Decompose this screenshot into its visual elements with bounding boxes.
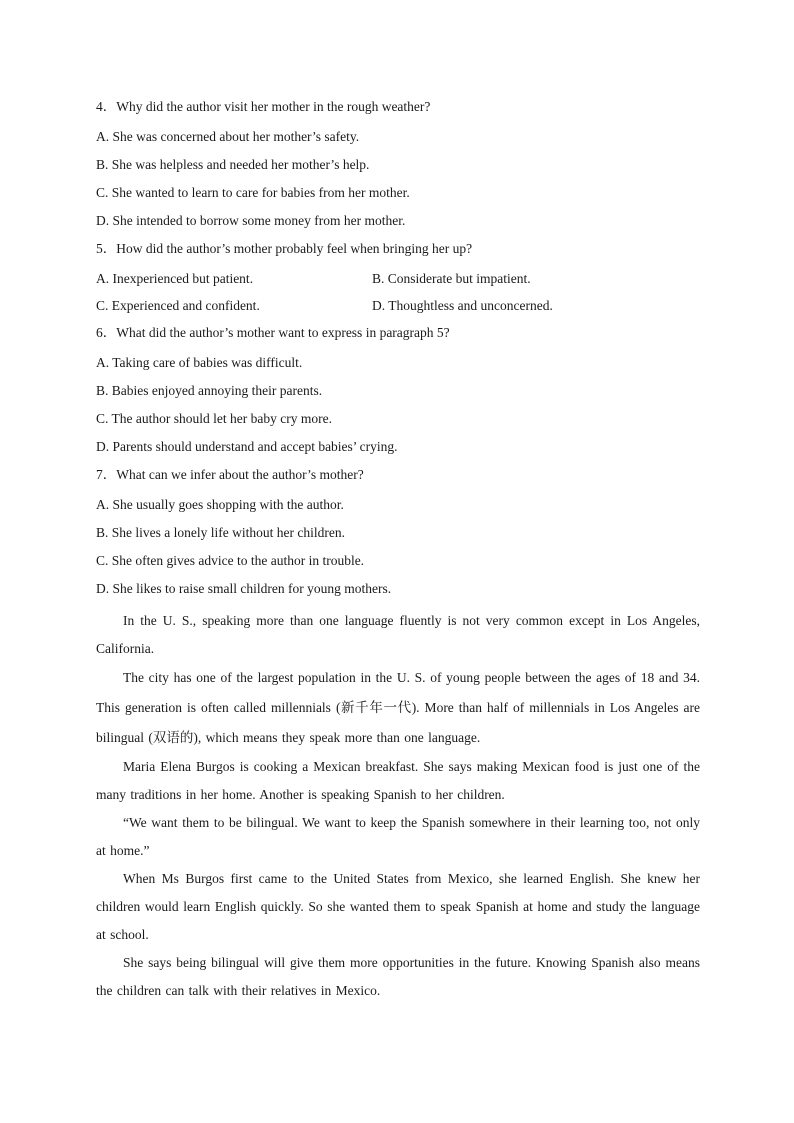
question-5-options-row-1 (96, 269, 700, 296)
passage-paragraph-2: The city has one of the largest population in the U. S. of young people between the ages of 18 and 34. This generation is often called millennials (新千年一代). More than half of millennials in Los Angeles are bilingual (双语的), which means they speak more than one language. (96, 670, 700, 745)
question-5-option-a: A. Inexperienced but patient. (96, 271, 254, 286)
question-5-option-c: C. Experienced and confident. (96, 298, 260, 313)
document-content (96, 97, 700, 1005)
question-7-stem: 7．What can we infer about the author’s mother? (96, 467, 364, 482)
question-6-option-c: C. The author should let her baby cry more. (96, 411, 332, 426)
question-7-option-a: A. She usually goes shopping with the author. (96, 497, 344, 512)
question-7-option-d: D. She likes to raise small children for young mothers. (96, 581, 392, 596)
question-6-stem: 6．What did the author’s mother want to express in paragraph 5? (96, 325, 450, 340)
question-4-option-d: D. She intended to borrow some money from her mother. (96, 213, 406, 228)
question-4-option-b: B. She was helpless and needed her mother’s help. (96, 157, 370, 172)
question-6-option-d: D. Parents should understand and accept babies’ crying. (96, 439, 398, 454)
question-5-option-d: D. Thoughtless and unconcerned. (372, 298, 553, 313)
passage-paragraph-3: Maria Elena Burgos is cooking a Mexican breakfast. She says making Mexican food is just one of the many traditions in her home. Another is speaking Spanish to her children. (96, 759, 700, 802)
passage-paragraph-1: In the U. S., speaking more than one language fluently is not very common except in Los Angeles, California. (96, 613, 700, 656)
question-6-option-a: A. Taking care of babies was difficult. (96, 355, 303, 370)
passage-paragraph-6: She says being bilingual will give them more opportunities in the future. Knowing Spanish also means the children can talk with their relatives in Mexico. (96, 955, 700, 998)
question-4-option-c: C. She wanted to learn to care for babies from her mother. (96, 185, 410, 200)
passage-paragraph-5: When Ms Burgos first came to the United States from Mexico, she learned English. She knew her children would learn English quickly. So she wanted them to speak Spanish at home and study the language at school. (96, 871, 700, 942)
question-5-options-row-2 (96, 296, 700, 323)
question-4-option-a: A. She was concerned about her mother’s safety. (96, 129, 360, 144)
question-7-option-b: B. She lives a lonely life without her children. (96, 525, 345, 540)
question-5-stem: 5．How did the author’s mother probably feel when bringing her up? (96, 241, 473, 256)
question-5-option-b: B. Considerate but impatient. (372, 271, 531, 286)
passage-paragraph-4: “We want them to be bilingual. We want to keep the Spanish somewhere in their learning too, not only at home.” (96, 815, 700, 858)
question-4-stem: 4．Why did the author visit her mother in the rough weather? (96, 99, 431, 114)
question-7-option-c: C. She often gives advice to the author in trouble. (96, 553, 365, 568)
question-6-option-b: B. Babies enjoyed annoying their parents. (96, 383, 323, 398)
